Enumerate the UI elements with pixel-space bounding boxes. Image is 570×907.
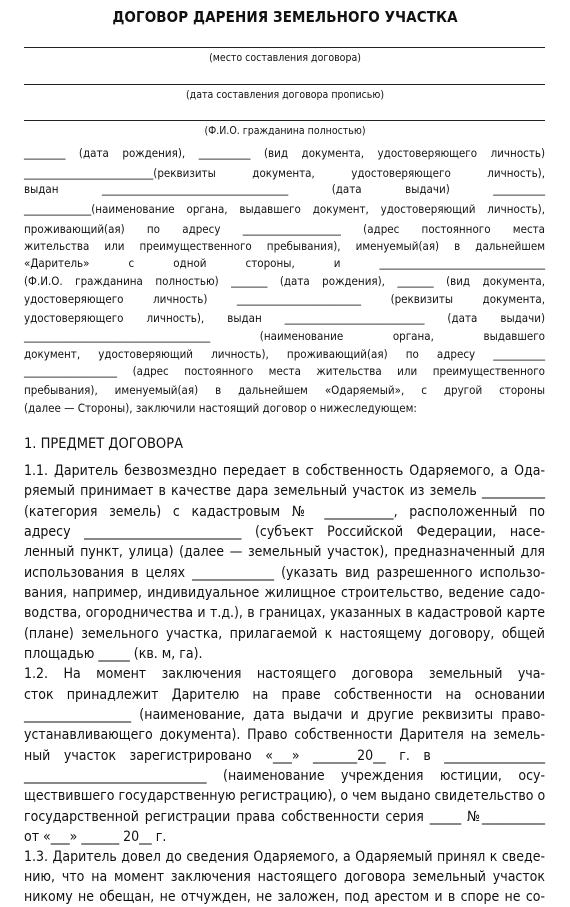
section-line: _____________________________ (наименование учреждения юстиции, осу- bbox=[24, 768, 545, 784]
date-caption: (дата составления договора прописью) bbox=[185, 89, 385, 101]
party-line: (далее — Стороны), заключили настоящий договор о нижеследующем: bbox=[24, 401, 417, 415]
section-line: ществившего государственную регистрацию), о чем выдано свидетельство о bbox=[24, 788, 546, 804]
party-line: выдан ____________________________________ (дата выдачи) __________ bbox=[24, 182, 545, 196]
section-line: использования в целях _____________ (указать вид разрешенного использо- bbox=[24, 565, 545, 581]
party-line: ________ (дата рождения), __________ (вид документа, удостоверяющего личность) bbox=[24, 146, 545, 160]
section-line: водства, огородничества и т.д.), в границах, указанных в кадастровой карте bbox=[24, 605, 545, 621]
party-line: (Ф.И.О. гражданина полностью) _______ (дата рождения), _______ (вид документа, bbox=[24, 274, 545, 288]
date-fill-line bbox=[24, 84, 545, 85]
party-line: пребывания), именуемый(ая) в дальнейшем «Одаряемый», с другой стороны bbox=[24, 383, 545, 397]
section-line: ленный пункт, улица) (далее — земельный участок), предназначенный для bbox=[24, 544, 545, 560]
section-line: ный участок зарегистрировано «___» _______20__ г. в ________________ bbox=[24, 748, 545, 764]
section-line: вания, например, индивидуальное жилищное строительство, ведение садо- bbox=[24, 585, 545, 601]
section-line: устанавливающего документа). Право собственности Дарителя на земель- bbox=[24, 727, 545, 743]
section-line: 1.2. На момент заключения настоящего договора земельный уча- bbox=[24, 666, 545, 682]
section-line: 1.3. Даритель довел до сведения Одаряемого, а Одаряемый принял к сведе- bbox=[24, 849, 545, 865]
section-line: (категория земель) с кадастровым № ___________, расположенный по bbox=[24, 504, 545, 520]
party-line: жительства или преимущественного пребывания), именуемый(ая) в дальнейшем bbox=[24, 239, 545, 253]
place-caption: (место составления договора) bbox=[209, 52, 361, 64]
section-line: (плане) земельного участка, прилагаемой к настоящему договору, общей bbox=[24, 626, 545, 642]
document-title: ДОГОВОР ДАРЕНИЯ ЗЕМЕЛЬНОГО УЧАСТКА bbox=[112, 8, 458, 26]
party-line: _________________________(реквизиты документа, удостоверяющего личность), bbox=[24, 166, 545, 180]
party-line: проживающий(ая) по адресу ___________________ (адрес постоянного места bbox=[24, 222, 545, 236]
donor-name-caption: (Ф.И.О. гражданина полностью) bbox=[204, 125, 366, 137]
section-line: адресу _________________________ (субъект Российской Федерации, насе- bbox=[24, 524, 545, 540]
party-line: ____________________________________ (наименование органа, выдавшего bbox=[24, 329, 545, 343]
section-line: 1.1. Даритель безвозмездно передает в собственность Одаряемого, а Ода- bbox=[24, 463, 545, 479]
party-line: удостоверяющего личность) ________________________ (реквизиты документа, bbox=[24, 292, 545, 306]
donor-name-fill-line bbox=[24, 120, 545, 121]
section-line: сток принадлежит Дарителю на праве собственности на основании bbox=[24, 687, 545, 703]
section-line: нию, что на момент заключения настоящего договора земельный участок bbox=[24, 869, 545, 885]
section-heading: 1. ПРЕДМЕТ ДОГОВОРА bbox=[24, 436, 183, 452]
place-fill-line bbox=[24, 47, 545, 48]
section-line: ряемый принимает в качестве дара земельный участок из земель __________ bbox=[24, 483, 545, 499]
party-line: удостоверяющего личность), выдан ___________________________ (дата выдачи) bbox=[24, 311, 545, 325]
party-line: __________________ (адрес постоянного места жительства или преимущественного bbox=[24, 364, 545, 378]
section-line: _________________ (наименование, дата выдачи и другие реквизиты право- bbox=[24, 707, 545, 723]
section-line: площадью _____ (кв. м, га). bbox=[24, 646, 203, 662]
section-line: государственной регистрации права собственности серия _____ №__________ bbox=[24, 809, 545, 825]
party-line: документ, удостоверяющий личность), проживающий(ая) по адресу __________ bbox=[24, 347, 545, 361]
section-line: никому не обещан, не отчужден, не заложен, под арестом и в споре не со- bbox=[24, 889, 545, 905]
party-line: _____________(наименование органа, выдавшего документ, удостоверяющий личность), bbox=[24, 202, 545, 216]
party-line: «Даритель» с одной стороны, и ________________________________ bbox=[24, 256, 545, 270]
section-line: от «___» ______ 20__ г. bbox=[24, 829, 167, 845]
